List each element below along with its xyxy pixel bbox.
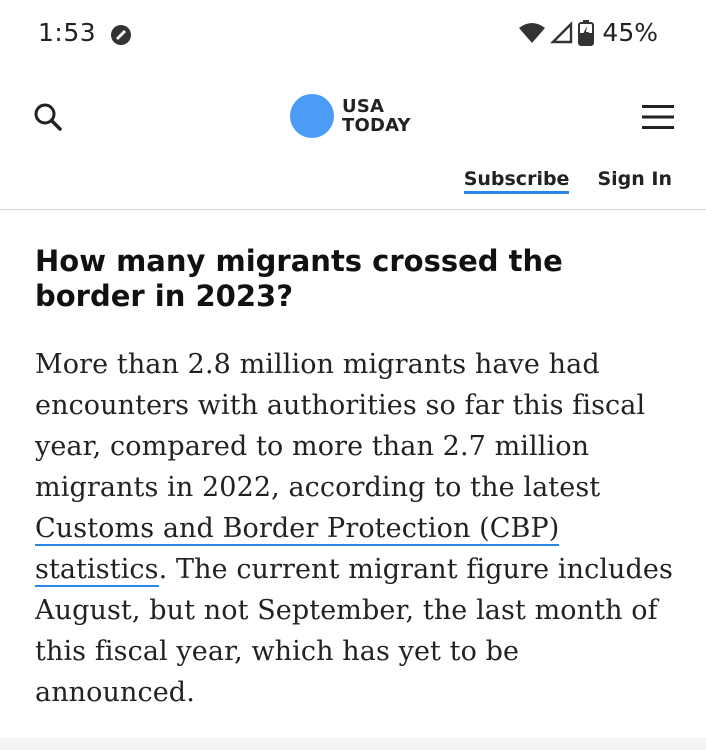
logo-text — [342, 97, 411, 135]
battery-charging-icon — [578, 20, 594, 46]
site-header — [0, 72, 706, 210]
article-content — [35, 210, 675, 713]
wifi-icon — [518, 21, 546, 45]
article-paragraph — [35, 344, 675, 713]
status-time: 1:53 — [38, 18, 97, 47]
logo-line-2: TODAY — [342, 115, 411, 136]
logo-line-1: USA — [342, 96, 385, 117]
status-bar — [0, 0, 706, 72]
usa-today-logo[interactable] — [290, 94, 411, 138]
sign-in-link[interactable]: Sign In — [597, 168, 672, 190]
search-icon[interactable] — [33, 102, 63, 132]
subscribe-link[interactable]: Subscribe — [464, 168, 570, 194]
header-links — [464, 168, 672, 194]
cell-signal-icon — [550, 21, 574, 45]
paragraph-text-1: More than 2.8 million migrants have had encounters with authorities so far this fiscal year, compared to more than 2.7 million migrants in 2022, according to the latest — [35, 349, 646, 503]
advertisement-strip — [0, 738, 706, 750]
article-heading: How many migrants crossed the border in 2023? — [35, 244, 563, 313]
cbp-statistics-link[interactable]: Customs and Border Protection (CBP) statistics — [35, 513, 560, 585]
paragraph-text-2: . The current migrant figure includes August, but not September, the last month of this fiscal year, which has yet to be announced. — [35, 554, 673, 708]
do-not-disturb-icon — [110, 24, 132, 46]
battery-percent: 45% — [602, 18, 658, 47]
hamburger-menu-icon[interactable] — [642, 104, 674, 130]
logo-dot — [290, 94, 334, 138]
status-icons — [518, 18, 658, 47]
